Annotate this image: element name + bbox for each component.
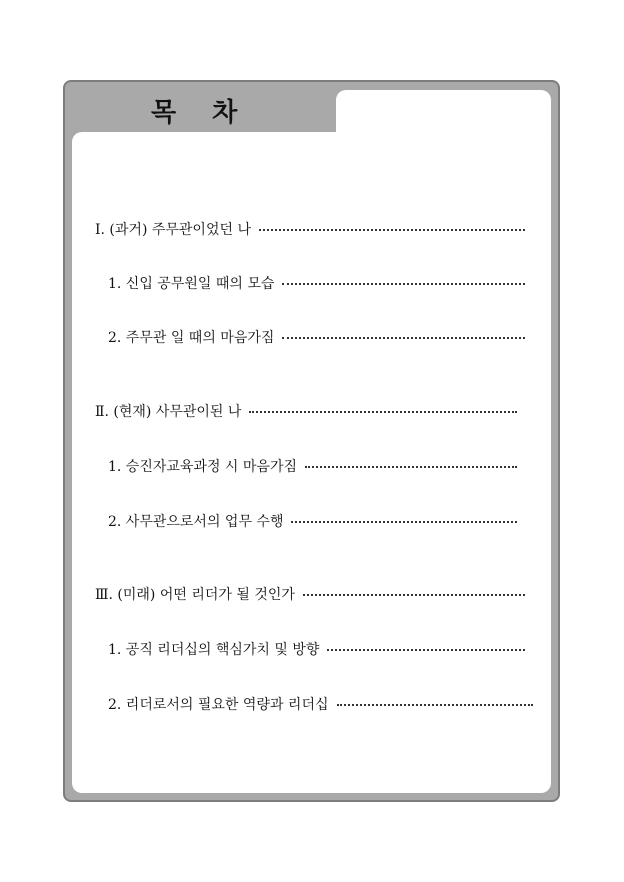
toc-label: 2. 리더로서의 필요한 역량과 리더십 <box>108 697 329 713</box>
toc-label: Ⅲ. (미래) 어떤 리더가 될 것인가 <box>95 587 295 603</box>
toc-label: 1. 신입 공무원일 때의 모습 <box>108 276 275 292</box>
toc-item-2-1[interactable] <box>108 455 517 477</box>
dot-leader <box>282 337 525 339</box>
toc-label: Ⅰ. (과거) 주무관이었던 나 <box>95 222 251 238</box>
toc-label: 1. 승진자교육과정 시 마음가짐 <box>108 459 297 475</box>
dot-leader <box>337 704 534 706</box>
toc-label: Ⅱ. (현재) 사무관이된 나 <box>95 404 242 420</box>
toc-label: 2. 사무관으로서의 업무 수행 <box>108 514 284 530</box>
dot-leader <box>305 466 517 468</box>
toc-section-3[interactable] <box>95 583 525 605</box>
toc-item-3-1[interactable] <box>108 638 525 660</box>
dot-leader <box>327 649 525 651</box>
title-char-2: 차 <box>212 98 240 128</box>
dot-leader <box>291 521 517 523</box>
toc-item-1-2[interactable] <box>108 326 525 348</box>
dot-leader <box>282 283 525 285</box>
title-char-1: 목 <box>151 98 179 128</box>
dot-leader <box>259 229 525 231</box>
toc-section-2[interactable] <box>95 400 517 422</box>
toc-label: 2. 주무관 일 때의 마음가짐 <box>108 330 275 346</box>
toc-section-1[interactable] <box>95 218 525 240</box>
toc-item-3-2[interactable] <box>108 693 533 715</box>
toc-item-2-2[interactable] <box>108 510 517 532</box>
dot-leader <box>303 594 525 596</box>
dot-leader <box>249 411 517 413</box>
toc-item-1-1[interactable] <box>108 272 525 294</box>
toc-label: 1. 공직 리더십의 핵심가치 및 방향 <box>108 642 320 658</box>
